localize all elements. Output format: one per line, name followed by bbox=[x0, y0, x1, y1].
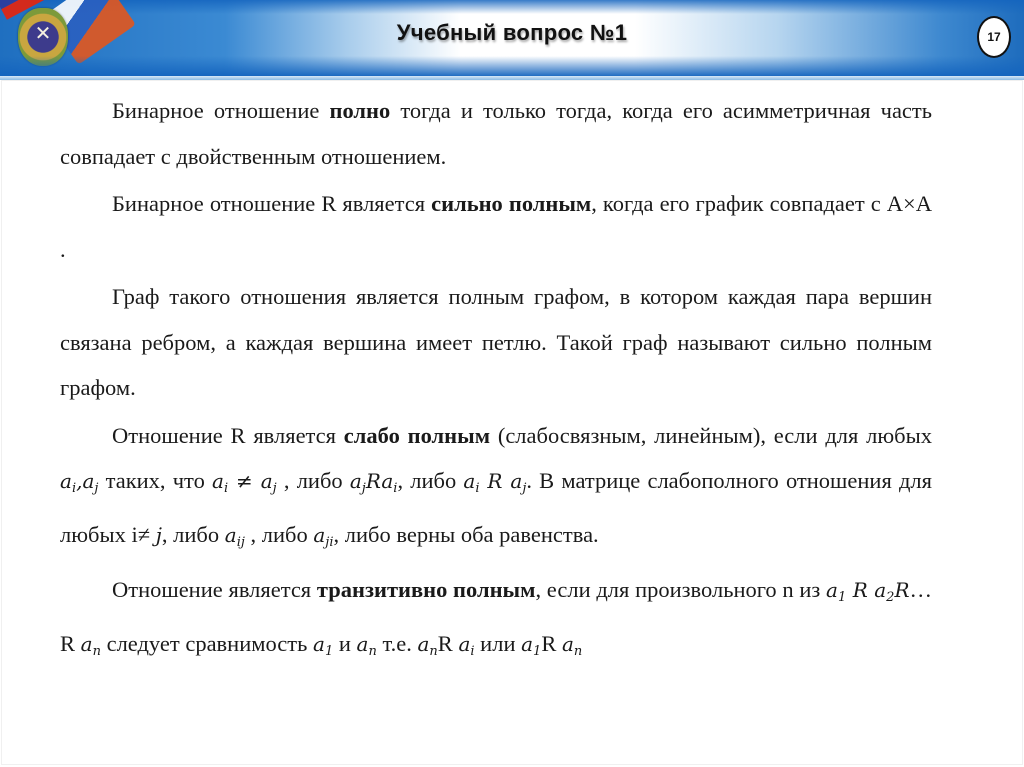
math-expr: $a_i \ne a_j$ bbox=[212, 469, 277, 496]
emblem-cross-icon: ✕ bbox=[34, 21, 52, 45]
term-weakly-complete: слабо полным bbox=[343, 422, 491, 448]
math-expr: $a_{ij}$ bbox=[224, 522, 245, 550]
paragraph-complete-relation: Бинарное отношение полно тогда и только тогда, когда его асимметричная часть совпадает с двойственным отношением. bbox=[60, 98, 933, 169]
math-expr: $a_i$ bbox=[458, 631, 475, 659]
math-expr: $a_i,a_j$ bbox=[60, 469, 99, 496]
paragraph-graph: Граф такого отношения является полным графом, в котором каждая пара вершин связана ребром, а каждая вершина имеет петлю. Такой граф называют сильно полным графом. bbox=[60, 284, 932, 400]
math-expr: $a_n$ bbox=[417, 631, 438, 659]
header-divider bbox=[0, 76, 1024, 80]
paragraph-strongly-complete: Бинарное отношение R является сильно полным, когда его график совпадает с A×A . bbox=[60, 191, 932, 262]
slide-title: Учебный вопрос №1 bbox=[396, 20, 628, 45]
slide-body bbox=[60, 88, 932, 674]
term-complete: полно bbox=[329, 98, 391, 123]
math-expr: $a_i$ R $a_j$ bbox=[463, 469, 527, 496]
math-expr: j bbox=[155, 522, 162, 547]
paragraph-weakly-complete: Отношение R является слабо полным (слабосвязным, линейным), если для любых $a_i,a_j$ таких, что $a_i \ne a_j$ , либо $a_jRa_i$, либо $a_i$ R $a_j$. В матрице слабополного отношения для любых i≠ j, либо $a_{ij}$ , либо $a_{ji}$, либо верны оба равенства. bbox=[60, 422, 932, 550]
math-expr: $a_n$ bbox=[80, 631, 101, 659]
math-expr: $a_1$ bbox=[521, 631, 542, 659]
math-expr: $a_1$ bbox=[313, 631, 334, 659]
slide-header bbox=[0, 0, 1024, 76]
math-expr: $a_{ji}$ bbox=[313, 522, 334, 550]
term-strongly-complete: сильно полным bbox=[431, 191, 592, 216]
math-expr: $a_n$ bbox=[561, 631, 583, 659]
math-expr: $a_jRa_i$ bbox=[349, 469, 398, 496]
math-expr: $a_n$ bbox=[356, 631, 377, 659]
paragraph-transitively-complete: Отношение является транзитивно полным, если для произвольного n из $a_1$ R $a_2R\dots R$ $a_n$ следует сравнимость $a_1$ и $a_n$ т.е. $a_nR$ $a_i$ или $a_1R$ $a_n$ bbox=[60, 577, 932, 659]
math-expr: $a_1$ R $a_2R$ bbox=[826, 578, 910, 605]
term-transitively-complete: транзитивно полным bbox=[316, 577, 536, 602]
page-number-badge: 17 bbox=[977, 16, 1011, 58]
